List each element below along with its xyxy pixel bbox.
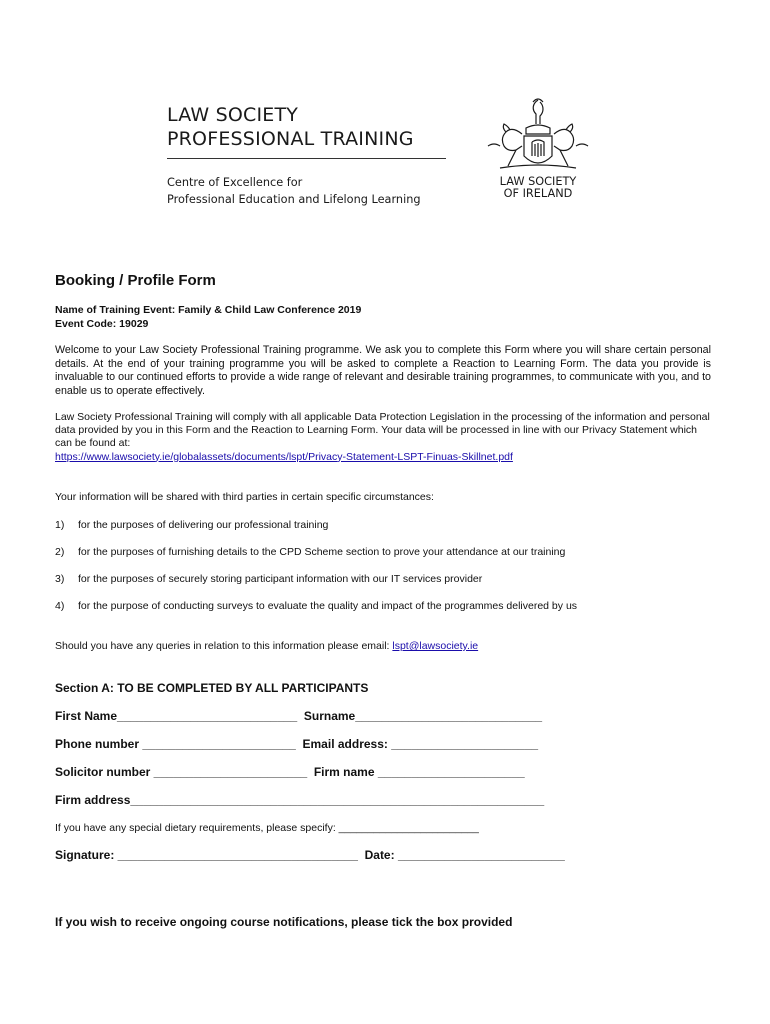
purpose-item-1 [55,519,328,531]
purpose-item-4 [55,600,577,612]
purpose-text: for the purposes of delivering our professional training [78,519,329,531]
brand-line-1: LAW SOCIETY [167,104,299,126]
purpose-number: 2) [55,546,65,558]
third-parties-intro: Your information will be shared with third parties in certain specific circumstances: [55,491,434,503]
welcome-paragraph: Welcome to your Law Society Professional Training programme. We ask you to complete this Form where you will share certain personal details. At the end of your training programme you will be asked to complete a Reaction to Learning Form. The data you provide is invaluable to our continued efforts to provide a wide range of relevant and desirable training programmes, to communicate with you, and to enable us to operate effectively. [55,344,711,397]
law-society-crest [486,96,590,206]
notifications-instruction: If you wish to receive ongoing course notifications, please tick the box provided [55,915,513,929]
queries-line [55,640,478,652]
purpose-item-3 [55,573,482,585]
purpose-number: 3) [55,573,65,585]
crest-label-line-2: OF IRELAND [503,187,573,200]
tagline-line-2: Professional Education and Lifelong Learning [167,193,421,206]
signature-date-row[interactable]: Signature: ____________________________________ Date: _________________________ [55,848,565,862]
data-protection-paragraph [55,411,711,464]
crest-icon [486,96,590,176]
brand-line-2: PROFESSIONAL TRAINING [167,128,414,150]
firm-address-row[interactable]: Firm address______________________________________________________________ [55,793,545,807]
privacy-statement-link[interactable]: https://www.lawsociety.ie/globalassets/documents/lspt/Privacy-Statement-LSPT-Finuas-Skillnet.pdf [55,450,513,463]
purpose-text: for the purpose of conducting surveys to evaluate the quality and impact of the programmes delivered by us [78,600,578,612]
crest-label-line-1: LAW SOCIETY [499,175,577,188]
name-fields-row[interactable]: First Name___________________________ Surname____________________________ [55,709,543,723]
purpose-text: for the purposes of furnishing details to the CPD Scheme section to prove your attendance at our training [78,546,566,558]
purpose-item-2 [55,546,565,558]
data-protection-text: Law Society Professional Training will comply with all applicable Data Protection Legislation in the processing of the information and personal data provided by you in this Form and the Reaction to Learning Form. Your data will be processed in line with our Privacy Statement which can be found at: [55,411,710,450]
contact-email-link[interactable]: lspt@lawsociety.ie [392,640,479,652]
brand-divider [167,158,446,159]
section-a-heading: Section A: TO BE COMPLETED BY ALL PARTICIPANTS [55,681,369,695]
event-code: Event Code: 19029 [55,318,149,330]
queries-text: Should you have any queries in relation to this information please email: [55,640,393,652]
brand-wordmark [167,103,414,151]
event-name: Name of Training Event: Family & Child Law Conference 2019 [55,304,362,316]
purpose-text: for the purposes of securely storing participant information with our IT services provider [78,573,483,585]
tagline-line-1: Centre of Excellence for [167,176,303,189]
purpose-number: 1) [55,519,65,531]
contact-fields-row[interactable]: Phone number _______________________ Email address: ______________________ [55,737,539,751]
purpose-number: 4) [55,600,65,612]
form-title: Booking / Profile Form [55,272,216,289]
brand-tagline [167,174,421,208]
solicitor-firm-row[interactable]: Solicitor number _______________________ Firm name ______________________ [55,765,525,779]
dietary-requirements-row[interactable]: If you have any special dietary requirements, please specify: ________________________ [55,822,479,834]
